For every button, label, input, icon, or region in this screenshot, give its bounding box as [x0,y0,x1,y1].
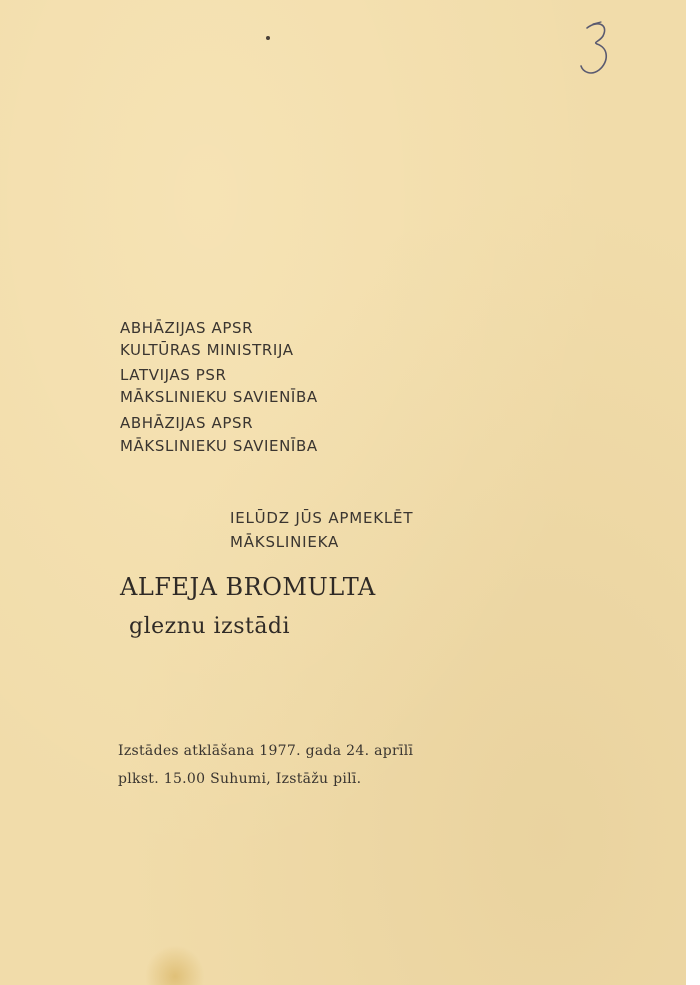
organizer-line-6: MĀKSLINIEKU SAVIENĪBA [120,437,318,455]
artist-name: ALFEJA BROMULTA [120,573,376,601]
organizer-line-4: MĀKSLINIEKU SAVIENĪBA [120,388,318,406]
handwritten-page-number [575,18,625,78]
invitation-line-1: IELŪDZ JŪS APMEKLĒT [230,509,414,527]
organizer-line-5: ABHĀZIJAS APSR [120,414,254,432]
organizer-line-2: KULTŪRAS MINISTRIJA [120,341,294,359]
exhibition-title: gleznu izstādi [129,614,291,639]
opening-line-2: plkst. 15.00 Suhumi, Izstāžu pilī. [118,771,362,787]
ink-speck [266,36,270,40]
invitation-line-2: MĀKSLINIEKA [230,533,340,551]
organizer-line-1: ABHĀZIJAS APSR [120,319,254,337]
paper-stain [145,945,205,985]
scan-margin [686,0,700,985]
opening-line-1: Izstādes atklāšana 1977. gada 24. aprīlī [118,743,414,759]
organizer-line-3: LATVIJAS PSR [120,366,227,384]
